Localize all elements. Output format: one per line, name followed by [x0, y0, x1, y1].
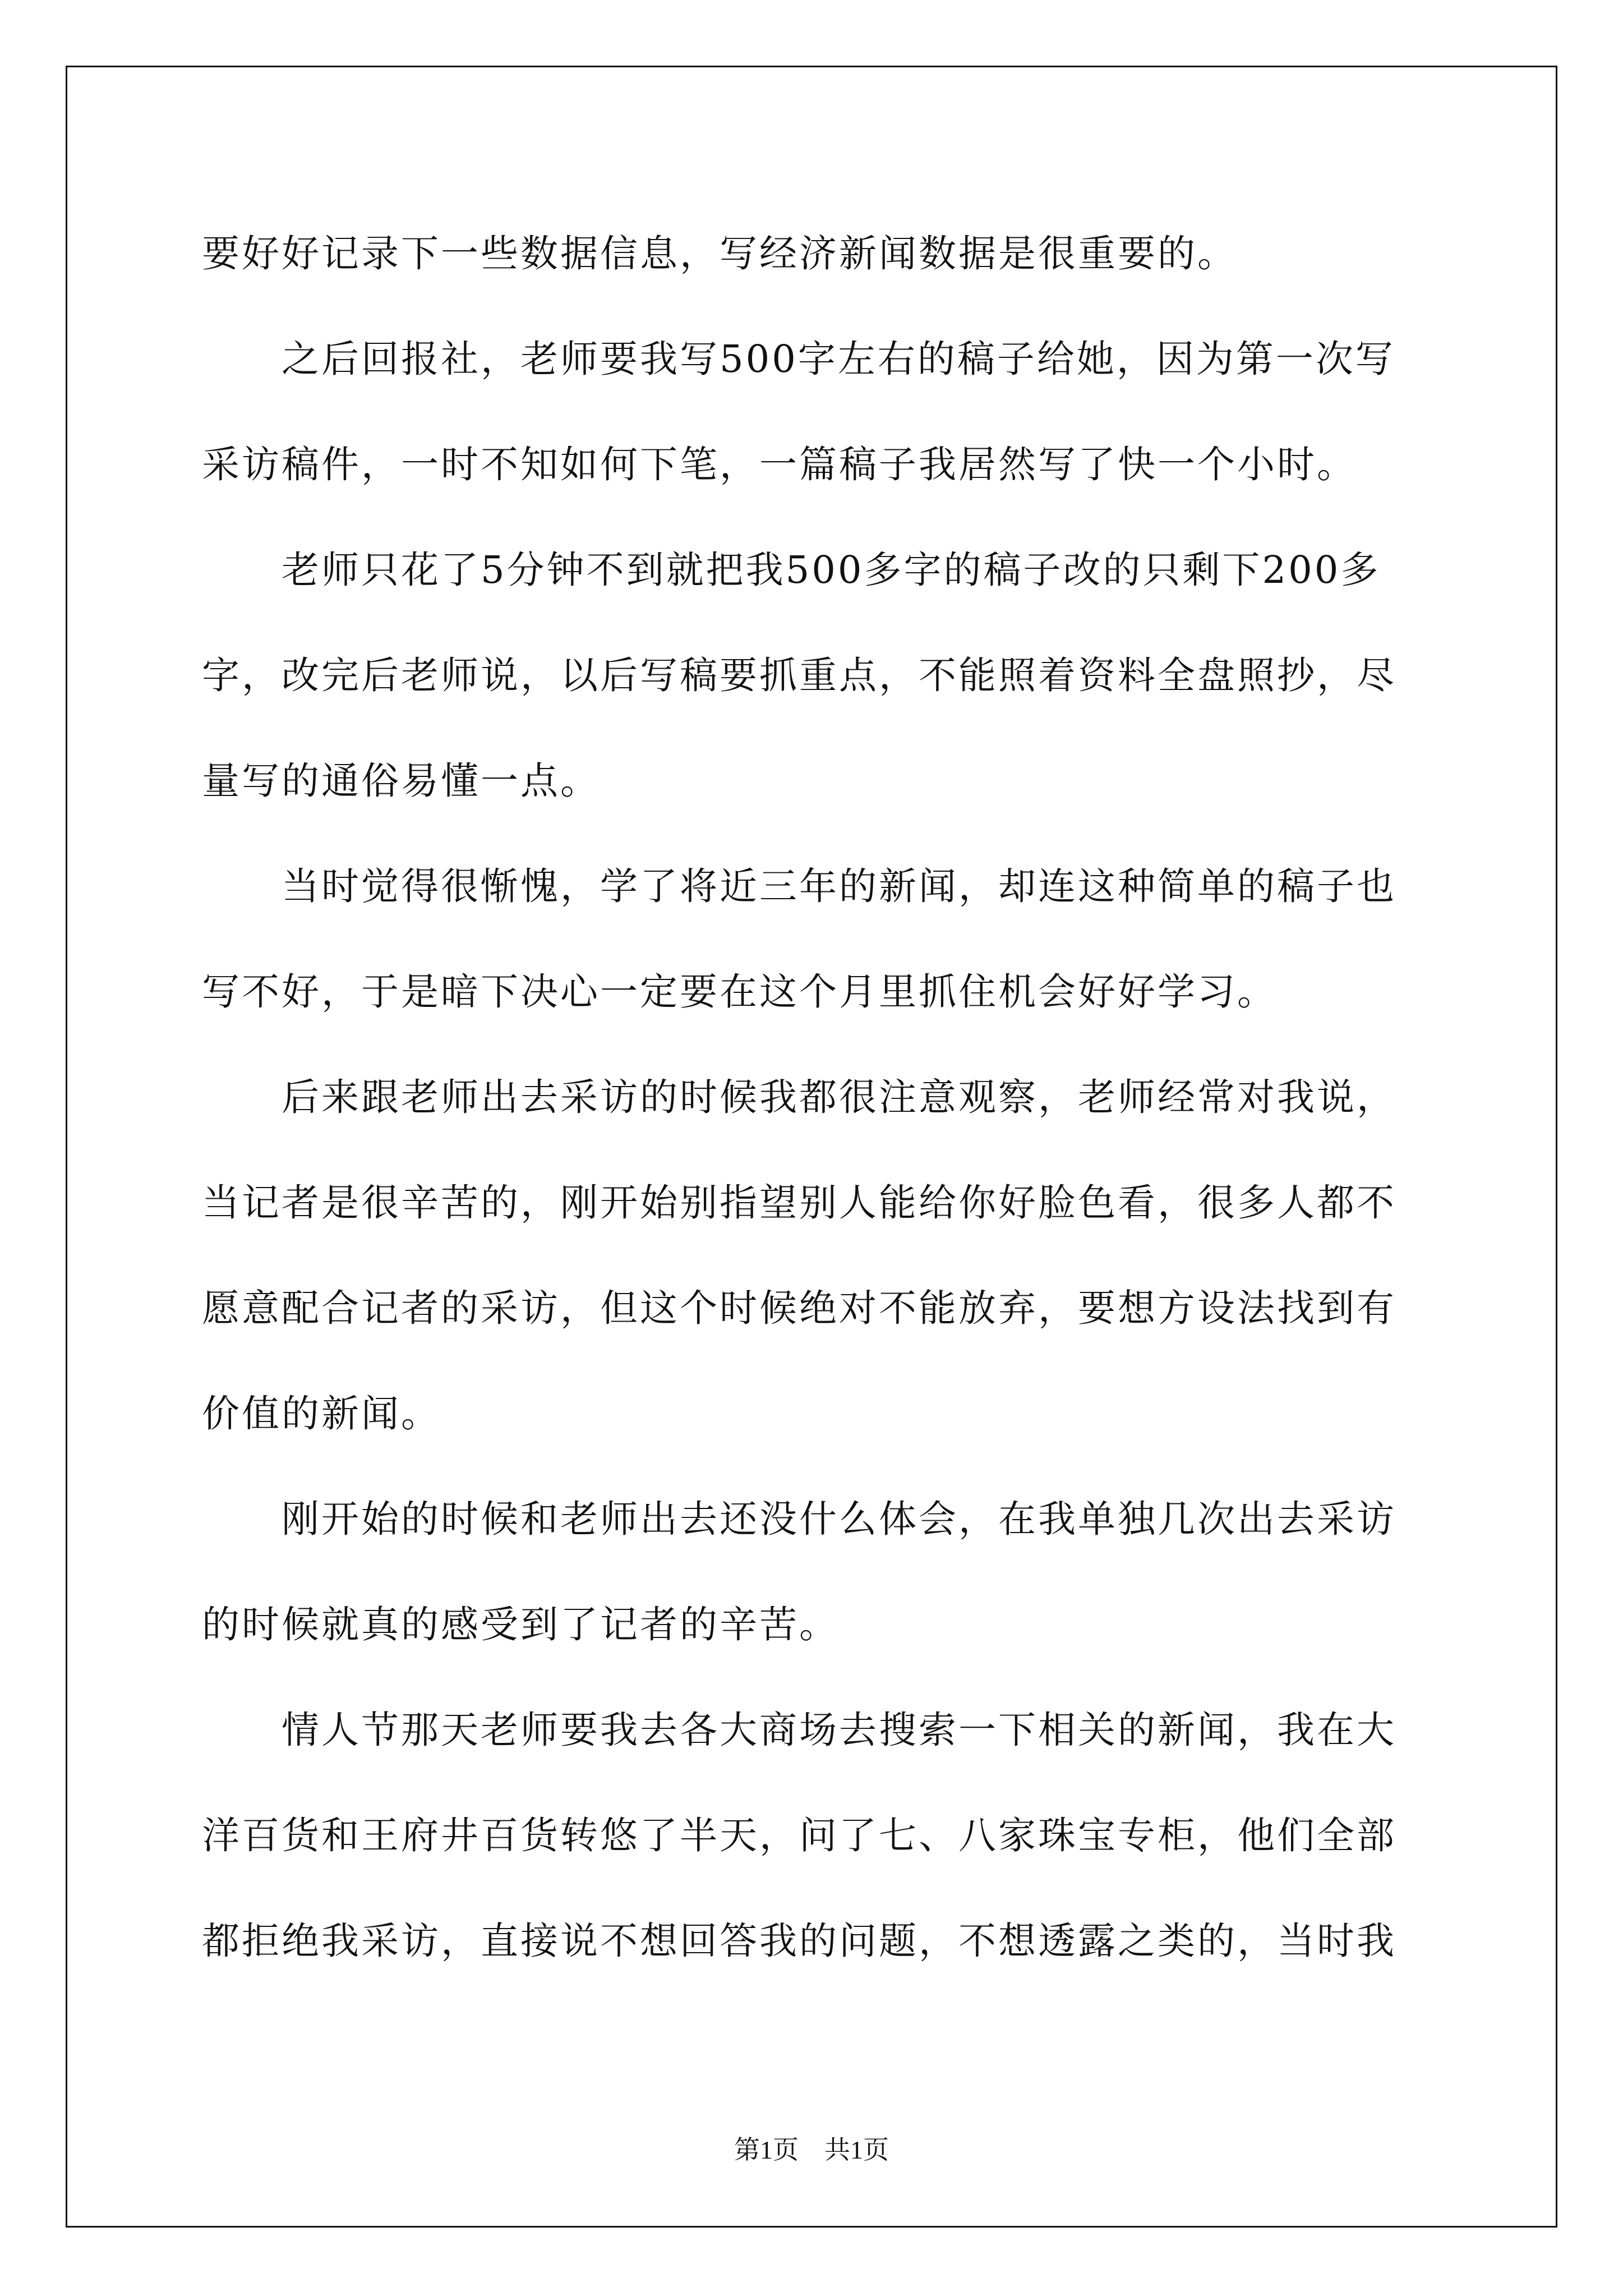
page-indicator: 第1页 共1页	[734, 2136, 889, 2164]
text-line: 老师只花了5分钟不到就把我500多字的稿子改的只剩下200多	[202, 548, 1381, 592]
document-body	[202, 201, 1424, 1994]
text-line: 后来跟老师出去采访的时候我都很注意观察，老师经常对我说，	[202, 1075, 1396, 1119]
text-line: 洋百货和王府井百货转悠了半天，问了七、八家珠宝专柜，他们全部	[202, 1814, 1396, 1857]
text-line: 当记者是很辛苦的，刚开始别指望别人能给你好脸色看，很多人都不	[202, 1181, 1396, 1225]
text-line: 情人节那天老师要我去各大商场去搜索一下相关的新闻，我在大	[202, 1708, 1396, 1752]
text-line: 要好好记录下一些数据信息，写经济新闻数据是很重要的。	[202, 232, 1237, 275]
text-line: 写不好，于是暗下决心一定要在这个月里抓住机会好好学习。	[202, 970, 1277, 1014]
text-line: 当时觉得很惭愧，学了将近三年的新闻，却连这种简单的稿子也	[202, 864, 1396, 908]
text-line: 都拒绝我采访，直接说不想回答我的问题，不想透露之类的，当时我	[202, 1919, 1396, 1963]
text-line: 刚开始的时候和老师出去还没什么体会，在我单独几次出去采访	[202, 1497, 1396, 1541]
text-line: 字，改完后老师说，以后写稿要抓重点，不能照着资料全盘照抄，尽	[202, 654, 1396, 697]
text-line: 量写的通俗易懂一点。	[202, 759, 600, 803]
text-line: 之后回报社，老师要我写500字左右的稿子给她，因为第一次写	[202, 337, 1395, 381]
page-footer	[0, 2129, 1623, 2166]
text-line: 价值的新闻。	[202, 1392, 441, 1435]
text-line: 采访稿件，一时不知如何下笔，一篇稿子我居然写了快一个小时。	[202, 443, 1357, 486]
text-line: 愿意配合记者的采访，但这个时候绝对不能放弃，要想方设法找到有	[202, 1286, 1396, 1330]
text-line: 的时候就真的感受到了记者的辛苦。	[202, 1603, 839, 1646]
